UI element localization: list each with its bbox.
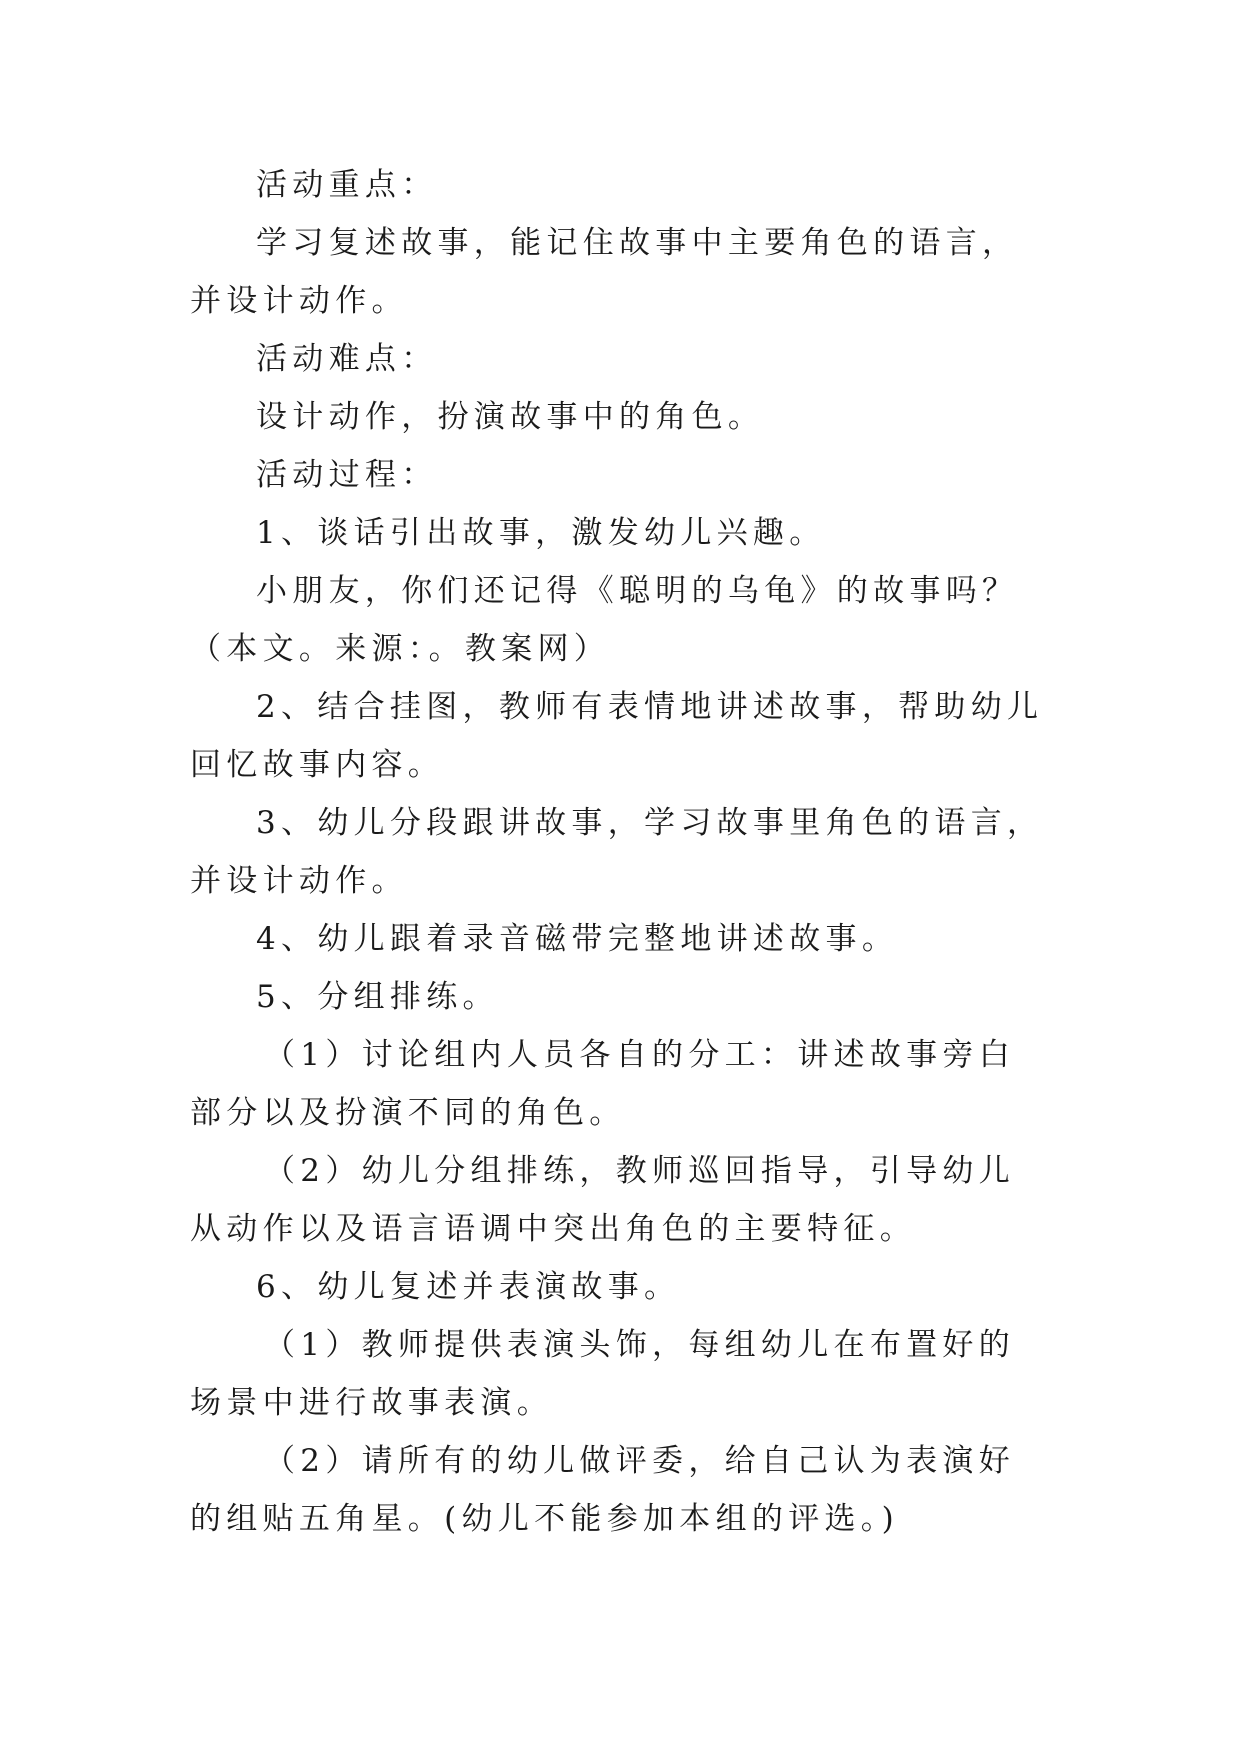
section-heading-key-points: 活动重点：: [256, 167, 438, 203]
step-5: 5、分组排练。: [256, 979, 499, 1015]
paragraph-difficulties: 设计动作，扮演故事中的角色。: [256, 399, 765, 435]
step-5-sub-2: （2）幼儿分组排练，教师巡回指导，引导幼儿从动作以及语言语调中突出角色的主要特征。: [190, 1153, 1016, 1247]
document-body: [190, 156, 1050, 1548]
section-heading-difficulties: 活动难点：: [256, 341, 438, 377]
step-6: 6、幼儿复述并表演故事。: [256, 1269, 681, 1305]
step-2: 2、结合挂图，教师有表情地讲述故事，帮助幼儿回忆故事内容。: [190, 689, 1044, 783]
step-1-detail: 小朋友，你们还记得《聪明的乌龟》的故事吗？（本文。来源：。教案网）: [190, 573, 1019, 667]
step-4: 4、幼儿跟着录音磁带完整地讲述故事。: [256, 921, 899, 957]
paragraph-key-points: 学习复述故事，能记住故事中主要角色的语言，并设计动作。: [190, 225, 1019, 319]
step-1: 1、谈话引出故事，激发幼儿兴趣。: [256, 515, 826, 551]
step-6-sub-1: （1）教师提供表演头饰，每组幼儿在布置好的场景中进行故事表演。: [190, 1327, 1016, 1421]
step-6-sub-2: （2）请所有的幼儿做评委，给自己认为表演好的组贴五角星。(幼儿不能参加本组的评选。): [190, 1443, 1016, 1537]
step-3: 3、幼儿分段跟讲故事，学习故事里角色的语言，并设计动作。: [190, 805, 1044, 899]
step-5-sub-1: （1）讨论组内人员各自的分工：讲述故事旁白部分以及扮演不同的角色。: [190, 1037, 1016, 1131]
section-heading-process: 活动过程：: [256, 457, 438, 493]
